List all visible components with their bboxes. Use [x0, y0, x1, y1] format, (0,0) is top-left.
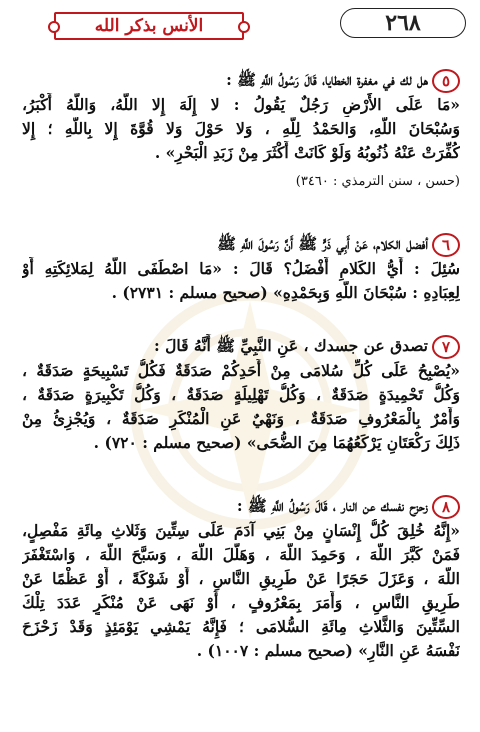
section-line: طَرِيقِ النَّاسِ ، وَأَمَرَ بِمَعْرُوفٍ ، أَوْ نَهَى عَنْ مُنْكَرٍ عَدَدَ تِلْكَ [22, 593, 460, 612]
section-line [22, 494, 460, 519]
section-line [22, 334, 460, 359]
section-line: كُفِّرَتْ عَنْهُ ذُنُوبُهُ وَلَوْ كَانَتْ أَكْثَرَ مِنْ زَبَدِ الْبَحْرِ» . [154, 143, 460, 162]
section-5 [22, 68, 460, 193]
section-line: السِّتِّينَ وَالثَّلاثِ مِائَةِ السُّلامَى ؛ فَإِنَّهُ يَمْشِي يَوْمَئِذٍ وَقَدْ زَحْزَحَ [22, 617, 460, 636]
section-8 [22, 494, 460, 663]
page-number-box [340, 8, 466, 38]
section-line: لِعِبَادِهِ : سُبْحَانَ اللَّهِ وَبِحَمْدِهِ» (صحيح مسلم : ٢٧٣١) . [111, 283, 460, 302]
section-line [22, 232, 460, 257]
section-line: اللَّهَ ، وَعَزَلَ حَجَرًا عَنْ طَرِيقِ النَّاسِ ، أَوْ شَوْكَةً ، أَوْ عَظْمًا عَنْ [22, 569, 460, 588]
section-6 [22, 232, 460, 305]
book-title: الأنس بذكر الله [94, 16, 204, 36]
section-line: «يُصْبِحُ عَلَى كُلِّ سُلامَى مِنْ أَحَدِكُمْ صَدَقَةٌ فَكُلُّ تَسْبِيحَةٍ صَدَقَةٌ ، [22, 361, 460, 380]
section-line: وَأَمْرٌ بِالْمَعْرُوفِ صَدَقَةٌ ، وَنَهْيٌ عَنِ الْمُنْكَرِ صَدَقَةٌ ، وَيُجْزِئُ مِنْ [22, 409, 460, 428]
section-number: ٦ [432, 233, 460, 257]
section-line: سُئِلَ : أَيُّ الكَلامِ أَفْضَلُ؟ قَالَ : «مَا اصْطَفَى اللَّهُ لِمَلائِكَتِهِ أَوْ [22, 259, 460, 278]
section-line [22, 68, 460, 93]
section-number: ٧ [432, 335, 460, 359]
book-title-box [54, 12, 244, 40]
section-line: نَفْسَهُ عَنِ النَّارِ» (صحيح مسلم : ١٠٠٧) . [196, 641, 460, 660]
section-line: «إِنَّهُ خُلِقَ كُلُّ إِنْسَانٍ مِنْ بَنِي آدَمَ عَلَى سِتِّينَ وَثَلاثِ مِائَةِ مَفْصِلٍ، [22, 521, 460, 540]
section-number: ٥ [432, 69, 460, 93]
line-text: أفضل الكلام، عَنْ أَبِي ذَرٍّ ﷺ أَنَّ رَسُولَ اللَّهِ ﷺ [217, 234, 428, 253]
section-line: وَكُلُّ تَحْمِيدَةٍ صَدَقَةٌ ، وَكُلُّ تَهْلِيلَةٍ صَدَقَةٌ ، وَكُلُّ تَكْبِيرَةٍ صَدَقَةٌ ، [22, 385, 460, 404]
section-line: ذَلِكَ رَكْعَتَانِ يَرْكَعُهُمَا مِنَ الضُّحَى» (صحيح مسلم : ٧٢٠) . [93, 433, 460, 452]
hadith-source: (حسن ، سنن الترمذي : ٣٤٦٠) [295, 174, 460, 189]
section-7 [22, 334, 460, 455]
page-number: ٢٦٨ [385, 10, 421, 36]
section-line: فَمَنْ كَبَّرَ اللَّهَ ، وَحَمِدَ اللَّهَ ، وَهَلَّلَ اللَّهَ ، وَسَبَّحَ اللَّهَ ، وَاسْتَغْفَرَ [22, 545, 460, 564]
line-text: تصدق عن جسدك ، عَنِ النَّبِيِّ ﷺ أَنَّهُ قَالَ : [154, 336, 428, 355]
section-number: ٨ [432, 495, 460, 519]
section-line: «مَا عَلَى الأَرْضِ رَجُلٌ يَقُولُ : لا إِلَهَ إِلا اللَّهُ، وَاللَّهُ أَكْبَرُ، [22, 95, 460, 114]
page-header [14, 8, 466, 42]
line-text: زحزح نفسك عن النار ، قَالَ رَسُولُ اللَّهِ ﷺ : [236, 496, 428, 515]
line-text: هل لك في مغفرة الخطايا، قَالَ رَسُولُ اللَّهِ ﷺ : [226, 70, 428, 89]
section-line: وَسُبْحَانَ اللَّهِ، وَالحَمْدُ لِلَّهِ ، وَلا حَوْلَ وَلا قُوَّةَ إِلا بِاللَّهِ ؛ إِلا [22, 119, 460, 138]
